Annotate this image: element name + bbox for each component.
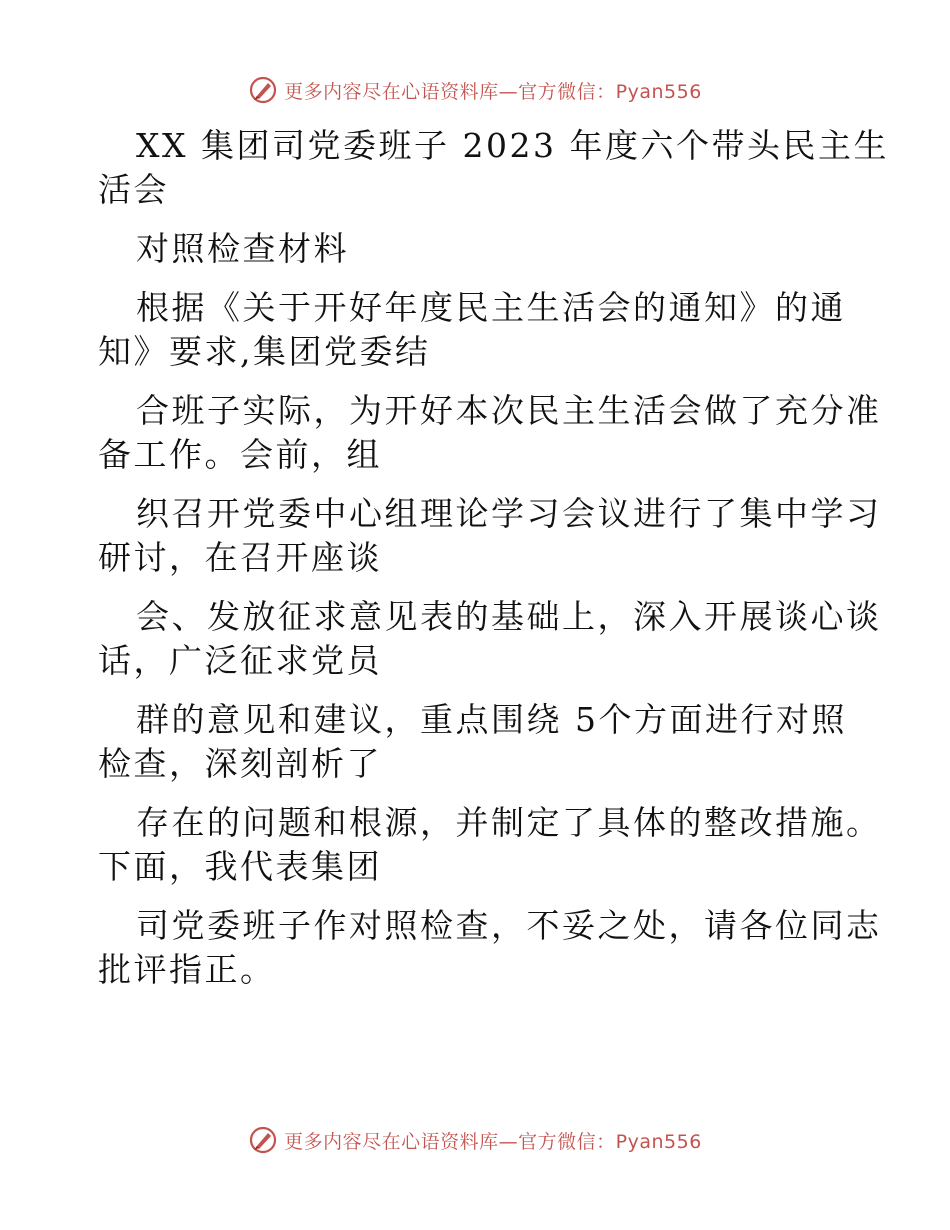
paragraph-line: 知》要求,集团党委结 xyxy=(98,332,431,371)
pen-logo-icon xyxy=(248,1125,278,1155)
title-line-2: 活会 xyxy=(98,170,169,209)
document-body xyxy=(98,124,889,992)
paragraph-line: 存在的问题和根源，并制定了具体的整改措施。 xyxy=(136,803,882,842)
paragraph-line: 织召开党委中心组理论学习会议进行了集中学习 xyxy=(136,494,882,533)
paragraph-line: 批评指正。 xyxy=(98,950,276,989)
watermark-text: 更多内容尽在心语资料库—官方微信：Pyan556 xyxy=(284,1130,702,1153)
paragraph-line: 备工作。会前，组 xyxy=(98,435,382,474)
paragraph-line: 根据《关于开好年度民主生活会的通知》的通 xyxy=(136,288,846,327)
header-watermark xyxy=(0,70,950,110)
wechat-id: Pyan556 xyxy=(615,80,702,103)
pen-logo-icon xyxy=(248,75,278,105)
paragraph-line: 下面，我代表集团 xyxy=(98,847,382,886)
paragraph-line: 研讨，在召开座谈 xyxy=(98,538,382,577)
paragraph-line: 群的意见和建议，重点围绕 5个方面进行对照 xyxy=(136,700,847,739)
paragraph-line: 检查，深刻剖析了 xyxy=(98,744,382,783)
wechat-id: Pyan556 xyxy=(615,1130,702,1153)
paragraph-line: 司党委班子作对照检查，不妥之处，请各位同志 xyxy=(136,906,882,945)
paragraph-line: 话，广泛征求党员 xyxy=(98,641,382,680)
title-line-1: XX 集团司党委班子 2023 年度六个带头民主生 xyxy=(136,126,889,165)
watermark-text: 更多内容尽在心语资料库—官方微信：Pyan556 xyxy=(284,80,702,103)
paragraph-line: 合班子实际，为开好本次民主生活会做了充分准 xyxy=(136,391,882,430)
subtitle-line: 对照检查材料 xyxy=(136,229,349,268)
footer-watermark xyxy=(0,1120,950,1160)
paragraph-line: 会、发放征求意见表的基础上，深入开展谈心谈 xyxy=(136,597,882,636)
